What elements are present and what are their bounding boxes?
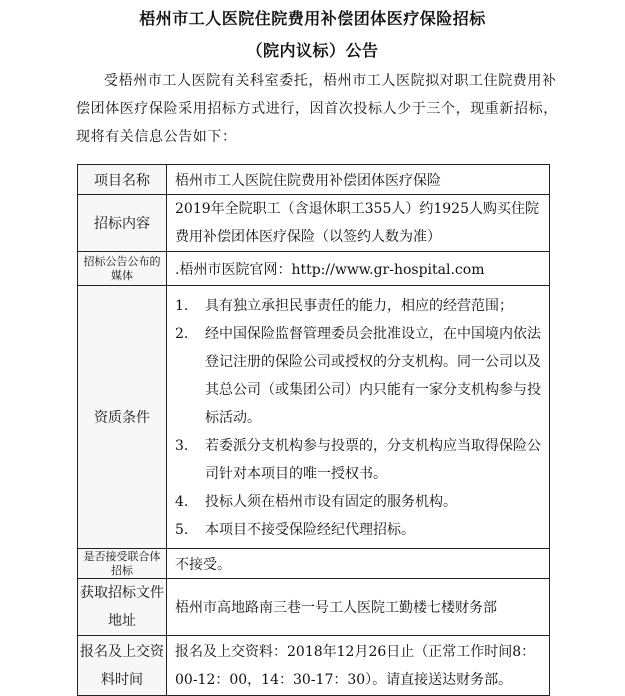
table-row — [78, 549, 550, 579]
row-label: 获取招标文件地址 — [78, 579, 167, 636]
intro-paragraph: 受梧州市工人医院有关科室委托，梧州市工人医院拟对职工住院费用补偿团体医疗保险采用招标方式进行，因首次投标人少于三个，现重新招标，现将有关信息公告如下： — [76, 73, 558, 145]
row-value: 不接受。 — [167, 549, 550, 579]
table-row — [78, 636, 550, 696]
table-row — [78, 579, 550, 636]
qualification-cell — [167, 286, 550, 549]
document-title: 梧州市工人医院住院费用补偿团体医疗保险招标 — [139, 9, 486, 28]
row-value: 梧州市工人医院住院费用补偿团体医疗保险 — [167, 165, 550, 195]
row-label: 招标内容 — [78, 195, 167, 252]
list-item: 1. 具有独立承担民事责任的能力，相应的经营范围； — [175, 298, 513, 314]
list-item: 3. 若委派分支机构参与投票的，分支机构应当取得保险公司针对本项目的唯一授权书。 — [175, 438, 541, 482]
table-row — [78, 286, 550, 549]
document-subtitle: （院内议标）公告 — [246, 41, 379, 60]
qualification-list — [175, 286, 545, 548]
list-item: 2. 经中国保险监督管理委员会批准设立，在中国境内依法登记注册的保险公司或授权的分支机构。同一公司以及其总公司（或集团公司）内只能有一家分支机构参与投标活动。 — [175, 326, 541, 426]
table-row — [78, 195, 550, 252]
row-value: 2019年全院职工（含退休职工355人）约1925人购买住院费用补偿团体医疗保险（以签约人数为准） — [167, 195, 550, 252]
row-label: 招标公告公布的媒体 — [78, 252, 167, 286]
row-label: 资质条件 — [78, 286, 167, 549]
list-item: 4. 投标人须在梧州市设有固定的服务机构。 — [175, 494, 457, 510]
row-value: 梧州市高地路南三巷一号工人医院工勤楼七楼财务部 — [167, 579, 550, 636]
row-value: .梧州市医院官网：http://www.gr-hospital.com — [167, 252, 550, 286]
row-label: 是否接受联合体招标 — [78, 549, 167, 579]
list-item: 5. 本项目不接受保险经纪代理招标。 — [175, 522, 415, 538]
info-table — [77, 164, 550, 696]
table-row — [78, 252, 550, 286]
row-value: 报名及上交资料：2018年12月26日止（正常工作时间8：00-12：00，14：30-17：30）。请直接送达财务部。 — [167, 636, 550, 696]
table-row — [78, 165, 550, 195]
row-label: 报名及上交资料时间 — [78, 636, 167, 696]
row-label: 项目名称 — [78, 165, 167, 195]
